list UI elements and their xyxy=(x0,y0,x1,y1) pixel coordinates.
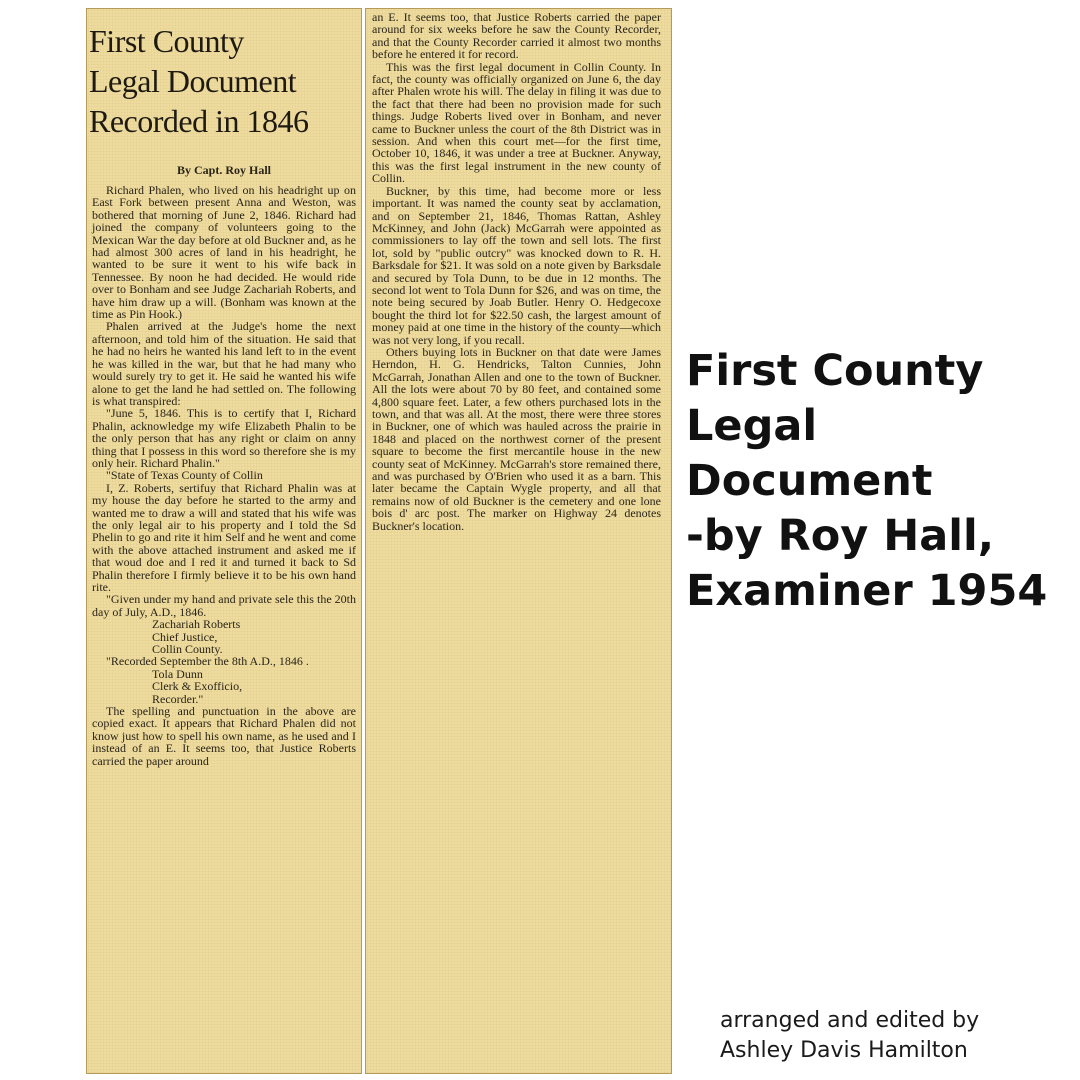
credit-line: Ashley Davis Hamilton xyxy=(720,1038,968,1063)
headline-line-2: Legal Document xyxy=(89,63,297,99)
signature-line: Clerk & Exofficio, xyxy=(152,679,243,694)
article-paragraph: Phalen arrived at the Judge's home the next afternoon, and told him of the situation. He said that he had no heirs he wanted his land left to in the event he was killed in the war, but that he had many who would surely try to get it. He said he wanted his wife alone to get the land he had settled on. The following is what transpired: xyxy=(92,319,356,408)
left-column-text xyxy=(87,184,361,767)
credit-line: arranged and edited by xyxy=(720,1008,980,1033)
signature-line: Recorder." xyxy=(152,691,204,706)
clipping-byline: By Capt. Roy Hall xyxy=(176,163,271,177)
signature-line: Tola Dunn xyxy=(152,666,203,681)
headline-line-1: First County xyxy=(89,23,244,59)
caption-line: Examiner 1954 xyxy=(686,566,1048,616)
editor-credit xyxy=(720,1006,1060,1066)
caption-line: Legal xyxy=(686,401,818,451)
article-paragraph: "State of Texas County of Collin xyxy=(106,468,263,483)
newspaper-clipping-left-column xyxy=(86,8,362,1074)
article-paragraph: This was the first legal document in Collin County. In fact, the county was officially organized on June 6, the day after Phalen wrote his will. The delay in filing it was due to the fact that there had been no provision made for such things. Judge Roberts lived over in Bonham, and never came to Buckner unless the court of the 8th District was in session. And when this court met—for the first time, October 10, 1846, it was under a tree at Buckner. Anyway, this was the first legal instrument in the new county of Collin. xyxy=(372,59,661,186)
article-paragraph: "Given under my hand and private sele this the 20th day of July, A.D., 1846. xyxy=(92,592,356,619)
caption-line: First County xyxy=(686,346,984,396)
article-paragraph: The spelling and punctuation in the above are copied exact. It appears that Richard Phalen did not know just how to spell his own name, as he used and I instead of an E. It seems too, that Justice Roberts carried the paper around xyxy=(92,704,356,768)
article-paragraph: an E. It seems too, that Justice Roberts carried the paper around for six weeks before he saw the County Recorder, and that the County Recorder carried it almost two months before he entered it for record. xyxy=(372,10,661,62)
caption-line: Document xyxy=(686,456,933,506)
article-paragraph: I, Z. Roberts, sertifuy that Richard Phalin was at my house the day before he started to the army and wanted me to draw a will and stated that his wife was the only legal air to his property and I told the Sd Phelin to go and rite it him Self and he went and come with the above attached instrument and asked me if that woud doe and I red it and turned it back to Sd Phalin therefore I firmly believe it to be his own hand rite. xyxy=(92,480,356,594)
signature-line: Chief Justice, xyxy=(152,629,218,644)
right-column-text xyxy=(366,9,671,532)
post-caption-title xyxy=(686,344,1066,619)
article-paragraph: "June 5, 1846. This is to certify that I, Richard Phalin, acknowledge my wife Elizabeth Phalin to be the only person that has any right or claim on anny thing that I possess in this word so therefore she is my only heir. Richard Phalin." xyxy=(92,406,356,470)
article-paragraph: "Recorded September the 8th A.D., 1846 . xyxy=(106,654,309,669)
signature-line: Zachariah Roberts xyxy=(152,617,241,632)
signature-line: Collin County. xyxy=(152,642,223,657)
headline-line-3: Recorded in 1846 xyxy=(89,103,309,139)
article-paragraph: Richard Phalen, who lived on his headright up on East Fork between present Anna and Weston, was bothered that morning of June 2, 1846. Richard had joined the company of volunteers going to the Mexican War the day before at old Buckner and, as he had almost 300 acres of land in his headright, he wanted to be sure it went to his wife back in Tennessee. By noon he had decided. He would ride over to Bonham and see Judge Zachariah Roberts, and have him draw up a will. (Bonham was known at the time as Pin Hook.) xyxy=(92,183,356,322)
article-paragraph: Buckner, by this time, had become more or less important. It was named the county seat by acclamation, and on September 21, 1846, Thomas Rattan, Ashley McKinney, and John (Jack) McGarrah were appointed as commissioners to lay off the town and sell lots. The first lot, sold by "public outcry" was knocked down to R. H. Barksdale for $21. It was sold on a note given by Barksdale and secured by Tola Dunn, to be due in 12 months. The second lot went to Tola Dunn for $26, and was on time, the note being secured by Joab Butler. Henry O. Hedgecoxe bought the third lot for $22.50 cash, the largest amount of money paid at one time in the history of the county—which was not very long, if you recall. xyxy=(372,183,661,347)
clipping-headline xyxy=(87,21,361,141)
newspaper-clipping-right-column xyxy=(365,8,672,1074)
caption-line: -by Roy Hall, xyxy=(686,511,995,561)
article-paragraph: Others buying lots in Buckner on that date were James Herndon, H. G. Hendricks, Talton Cunnies, John McGarrah, Jonathan Allen and one to the town of Buckner. All the lots were about 70 by 80 feet, and contained some 4,800 square feet. Later, a few others purchased lots in the town, and that was all. At the most, there were three stores in Buckner, one of which was hauled across the prairie in 1848 and placed on the northwest corner of the present square to become the first mercantile house in the new county seat of McKinney. McGarrah's store remained there, and was purchased by O'Brien who used it as a barn. This later became the Captain Wygle property, and all that remains now of old Buckner is the cemetery and one lone bois d' arc post. The marker on Highway 24 denotes Buckner's location. xyxy=(372,344,661,533)
